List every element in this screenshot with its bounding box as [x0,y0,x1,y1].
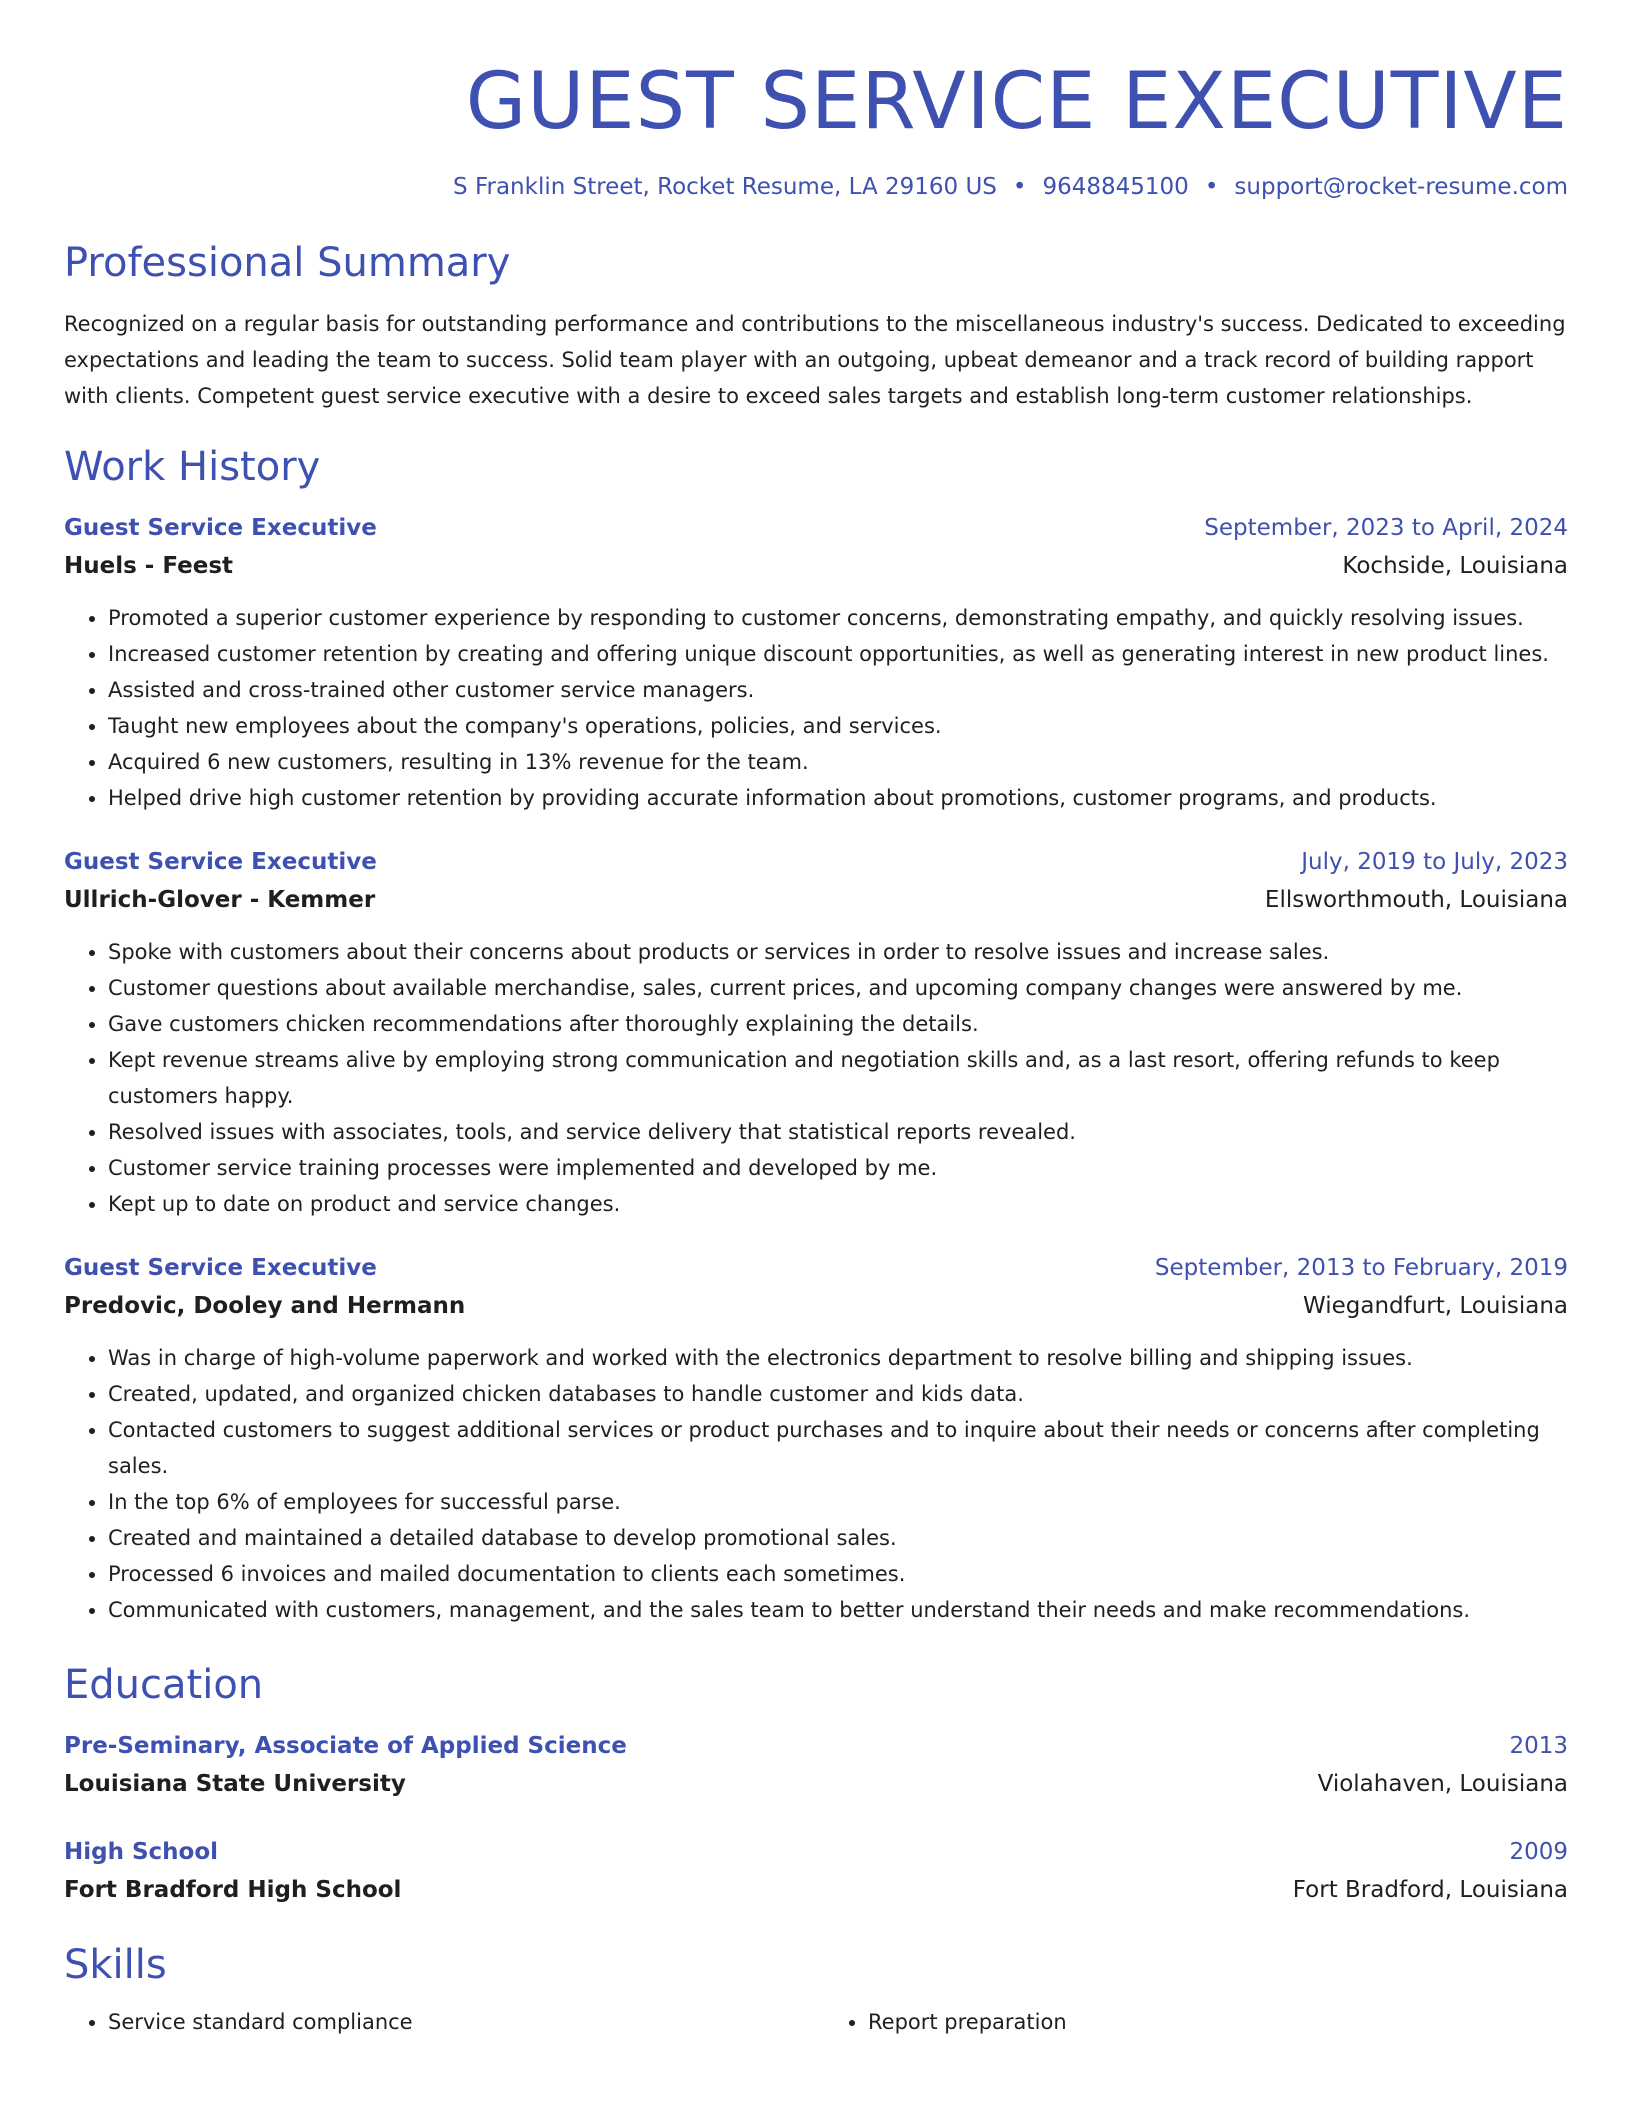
work-entry [64,510,1568,816]
job-bullets [64,934,1568,1222]
job-company: Predovic, Dooley and Hermann [64,1293,466,1319]
contact-line [64,172,1568,202]
job-role: Guest Service Executive [64,849,377,875]
list-item: • Communicated with customers, management, and the sales team to better understand their needs and make recommendations. [108,1592,1568,1628]
education-year: 2013 [1509,1733,1568,1759]
section-title-skills: Skills [64,1942,167,1988]
education-school: Fort Bradford High School [64,1877,402,1903]
list-item: • Helped drive high customer retention by providing accurate information about promotions, customer programs, and products. [108,780,1568,816]
work-entry [64,844,1568,1222]
list-item: • Created, updated, and organized chicken databases to handle customer and kids data. [108,1376,1568,1412]
job-bullets [64,600,1568,816]
job-bullets [64,1340,1568,1628]
education-entry [64,1728,1568,1804]
job-company: Huels - Feest [64,553,234,579]
education-degree: High School [64,1839,219,1865]
resume-page [64,0,1568,2040]
job-company: Ullrich-Glover - Kemmer [64,887,376,913]
education-school: Louisiana State University [64,1771,406,1797]
section-title-work: Work History [64,444,321,490]
education-degree: Pre-Seminary, Associate of Applied Science [64,1733,627,1759]
contact-separator: • [1204,174,1219,200]
contact-separator: • [1012,174,1027,200]
list-item: • Processed 6 invoices and mailed documentation to clients each sometimes. [108,1556,1568,1592]
list-item: • Contacted customers to suggest additional services or product purchases and to inquire about their needs or concerns after completing sales. [108,1412,1568,1484]
list-item: • Customer service training processes were implemented and developed by me. [108,1150,1568,1186]
list-item: • Gave customers chicken recommendations after thoroughly explaining the details. [108,1006,1568,1042]
list-item: • Resolved issues with associates, tools, and service delivery that statistical reports revealed. [108,1114,1568,1150]
skill-item: • Service standard compliance [108,2004,838,2040]
list-item: • Kept up to date on product and service changes. [108,1186,1568,1222]
list-item: • Customer questions about available merchandise, sales, current prices, and upcoming company changes were answered by me. [108,970,1568,1006]
summary-text: Recognized on a regular basis for outstanding performance and contributions to the miscellaneous industry's success. Dedicated to exceeding expectations and leading the team to success. Solid team player with an outgoing, upbeat demeanor and a track record of building rapport with clients. Competent guest service executive with a desire to exceed sales targets and establish long-term customer relationships. [64,312,1566,408]
education-location: Fort Bradford, Louisiana [1292,1877,1568,1903]
contact-email: support@rocket-resume.com [1234,174,1568,200]
education-year: 2009 [1509,1839,1568,1865]
contact-address: S Franklin Street, Rocket Resume, LA 29160 US [453,174,997,200]
job-role: Guest Service Executive [64,515,377,541]
skill-item: • Report preparation [868,2004,1568,2040]
section-title-education: Education [64,1662,264,1708]
job-location: Wiegandfurt, Louisiana [1302,1293,1568,1319]
list-item: • Kept revenue streams alive by employing strong communication and negotiation skills and, as a last resort, offering refunds to keep customers happy. [108,1042,1568,1114]
job-role: Guest Service Executive [64,1255,377,1281]
list-item: • Created and maintained a detailed database to develop promotional sales. [108,1520,1568,1556]
education-location: Violahaven, Louisiana [1317,1771,1568,1797]
resume-name: GUEST SERVICE EXECUTIVE [465,57,1568,147]
list-item: • Acquired 6 new customers, resulting in 13% revenue for the team. [108,744,1568,780]
list-item: • In the top 6% of employees for successful parse. [108,1484,1568,1520]
job-dates: September, 2013 to February, 2019 [1154,1255,1568,1281]
list-item: • Promoted a superior customer experience by responding to customer concerns, demonstrating empathy, and quickly resolving issues. [108,600,1568,636]
list-item: • Assisted and cross-trained other customer service managers. [108,672,1568,708]
section-title-summary: Professional Summary [64,240,511,286]
list-item: • Was in charge of high-volume paperwork and worked with the electronics department to resolve billing and shipping issues. [108,1340,1568,1376]
skills-list [64,2004,1568,2040]
work-entry [64,1250,1568,1628]
list-item: • Spoke with customers about their concerns about products or services in order to resolve issues and increase sales. [108,934,1568,970]
job-location: Kochside, Louisiana [1342,553,1568,579]
list-item: • Increased customer retention by creating and offering unique discount opportunities, as well as generating interest in new product lines. [108,636,1568,672]
education-entry [64,1834,1568,1910]
job-dates: September, 2023 to April, 2024 [1204,515,1568,541]
contact-phone: 9648845100 [1042,174,1189,200]
job-dates: July, 2019 to July, 2023 [1301,849,1568,875]
job-location: Ellsworthmouth, Louisiana [1264,887,1568,913]
list-item: • Taught new employees about the company's operations, policies, and services. [108,708,1568,744]
